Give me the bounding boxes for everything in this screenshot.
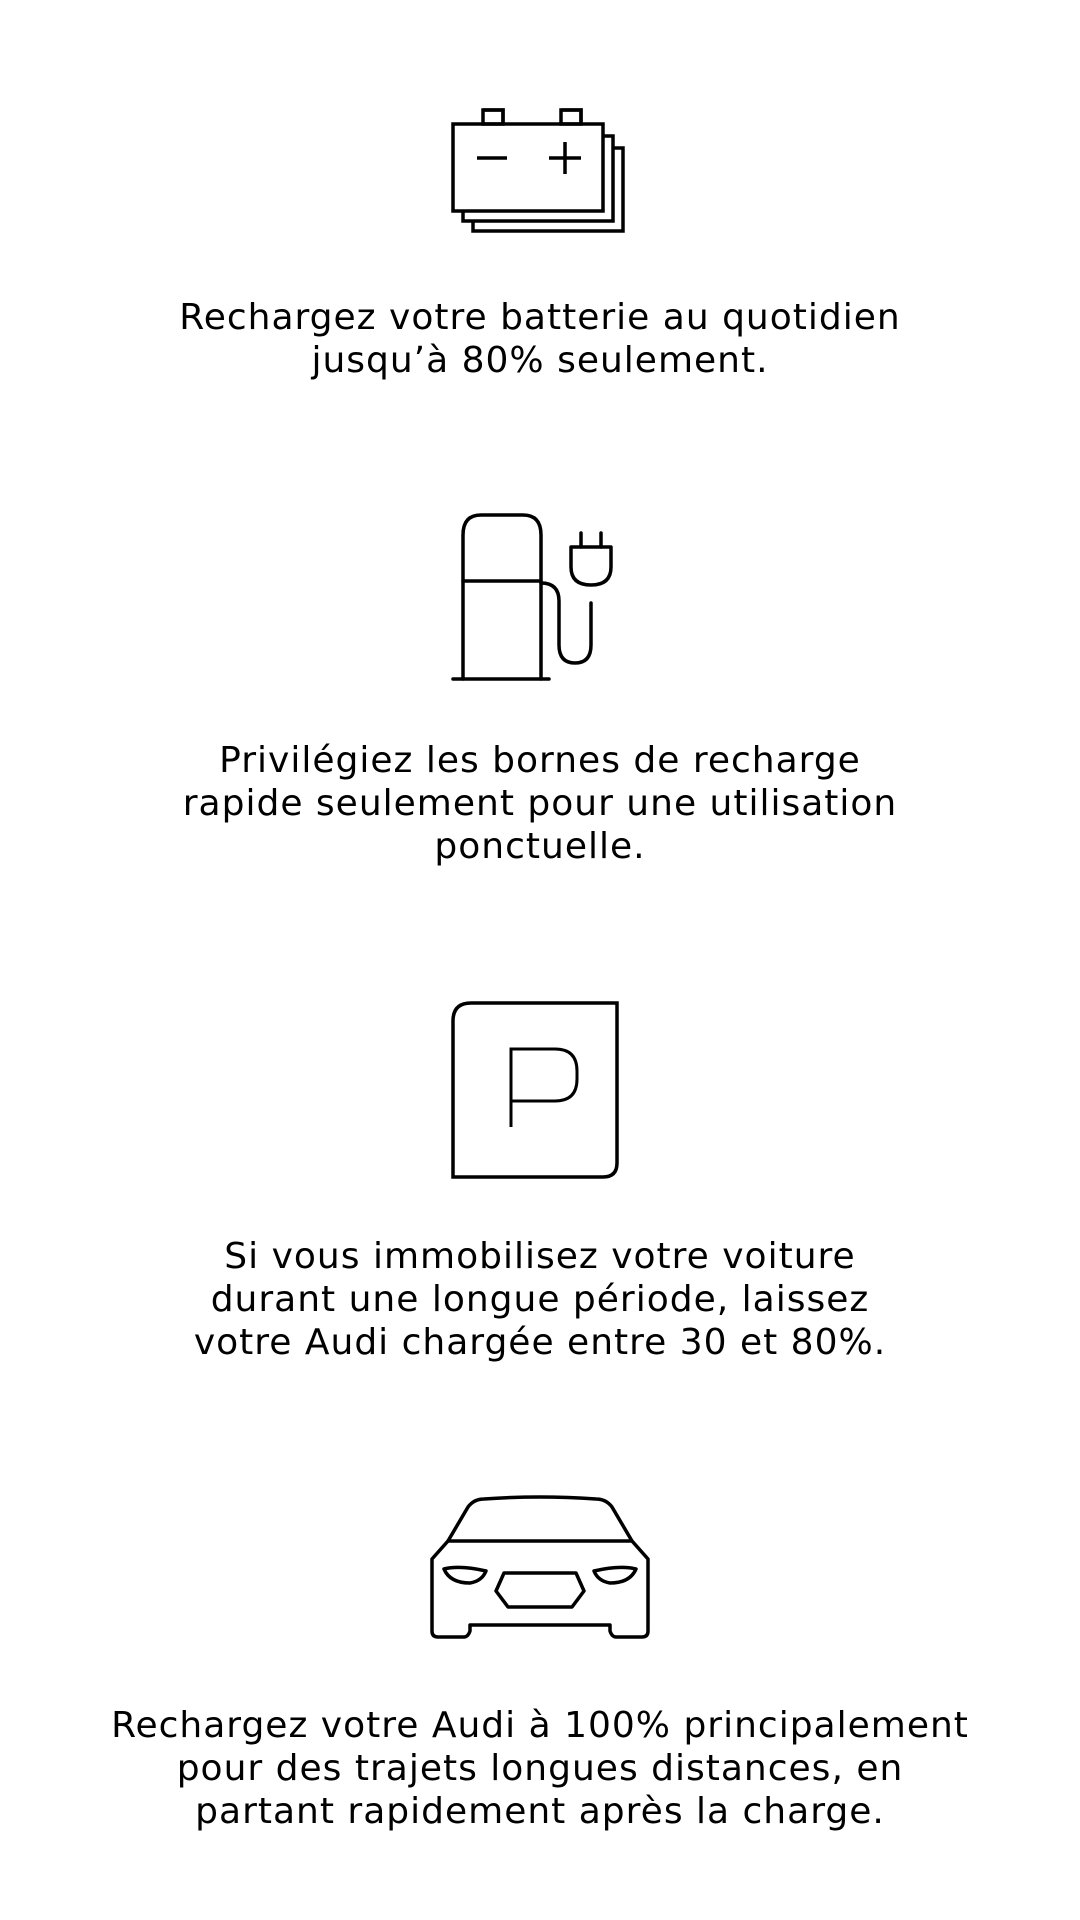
tip-text-fast-charging: [40, 739, 1040, 868]
tip-text-battery: [40, 296, 1040, 382]
tip-line: rapide seulement pour une utilisation: [182, 783, 898, 824]
parking-icon: [0, 995, 1080, 1185]
tip-line: partant rapidement après la charge.: [195, 1791, 885, 1832]
tip-text-long-immobilization: [40, 1235, 1040, 1364]
tip-line: Rechargez votre Audi à 100% principalement: [111, 1705, 969, 1746]
tip-line: pour des trajets longues distances, en: [176, 1748, 904, 1789]
tip-line: durant une longue période, laissez: [210, 1279, 870, 1320]
tip-line: votre Audi chargée entre 30 et 80%.: [193, 1322, 887, 1363]
tip-line: Privilégiez les bornes de recharge: [219, 740, 861, 781]
tip-line: Si vous immobilisez votre voiture: [224, 1236, 856, 1277]
tip-line: Rechargez votre batterie au quotidien: [179, 297, 901, 338]
charging-station-icon: [0, 505, 1080, 685]
battery-icon: [0, 100, 1080, 240]
car-front-icon: [0, 1485, 1080, 1655]
tip-line: ponctuelle.: [434, 826, 646, 867]
tip-line: jusqu’à 80% seulement.: [311, 340, 769, 381]
tip-text-full-charge: [40, 1704, 1040, 1833]
